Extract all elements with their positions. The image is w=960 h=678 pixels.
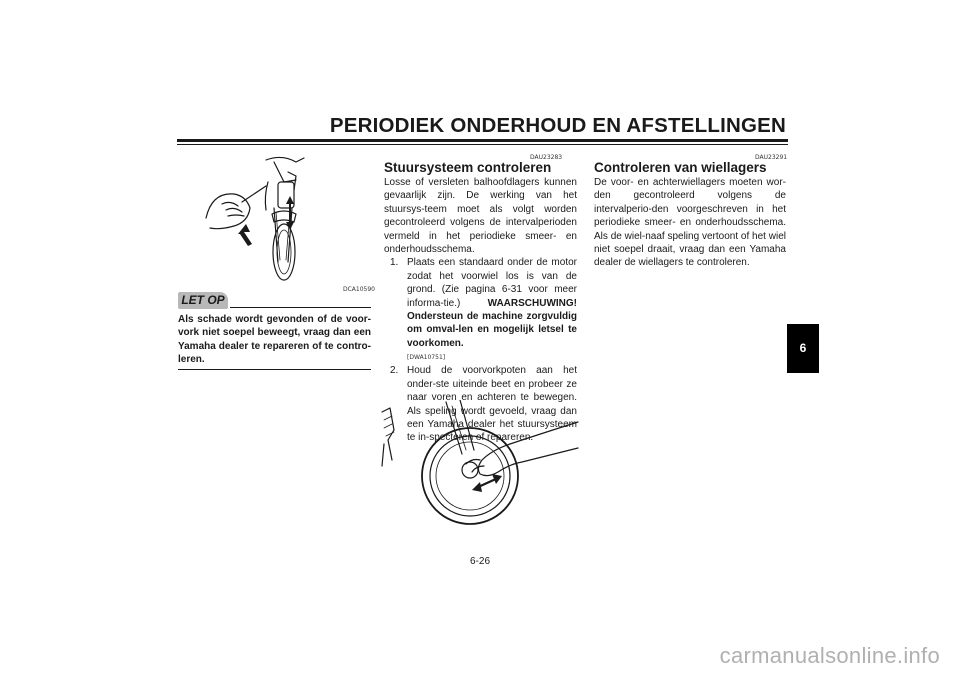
caution-bottom-rule — [178, 369, 371, 370]
chapter-tab: 6 — [787, 324, 819, 373]
steering-intro: Losse of versleten balhoofdlagers kunnen gevaarlijk zijn. De werking van het stuursys-teem moet als volgt worden gecontroleerd volgens de intervalperioden vermeld in het periodieke smeer- en onderhoudsschema. — [384, 177, 577, 256]
page-header-title: PERIODIEK ONDERHOUD EN AFSTELLINGEN — [329, 114, 786, 137]
figure-code: DCA10590 — [343, 286, 376, 293]
caution-label: LET OP — [178, 292, 228, 309]
section-code-wheel-bearings: DAU23291 — [755, 154, 788, 161]
steering-step-1 — [390, 256, 577, 350]
caution-rule — [230, 307, 371, 308]
step-number: 1. — [390, 257, 399, 269]
fork-illustration — [204, 152, 334, 284]
warning-code: [DWA10751] — [407, 354, 446, 362]
wheel-bearings-text: De voor- en achterwiellagers moeten wor-den gecontroleerd volgens de intervalperio-den voorgeschreven in het periodieke smeer- en onderhoudsschema. Als de wiel-naaf speling vertoont of het wiel niet soepel draait, vraag dan een Yamaha dealer de wiellagers te controleren. — [594, 177, 786, 269]
header-rule-thin — [177, 144, 788, 145]
step-1-warning: WAARSCHUWING! Ondersteun de machine zorgvuldig om omval-len en mogelijk letsel te voorkomen. — [407, 297, 577, 349]
page-number: 6-26 — [469, 556, 490, 567]
section-code-steering: DAU23283 — [530, 154, 563, 161]
watermark: carmanualsonline.info — [719, 643, 940, 668]
caution-text: Als schade wordt gevonden of de voor-vork niet soepel beweegt, vraag dan een Yamaha dealer te repareren of te contro-leren. — [178, 314, 371, 366]
section-title-wheel-bearings: Controleren van wiellagers — [594, 160, 767, 175]
step-2-text: Houd de voorvorkpoten aan het onder-ste uiteinde beet en probeer ze naar voren en achteren te bewegen. Als speling wordt gevoeld, vraag dan een Yamaha dealer het stuursysteem te in-specteren of repareren. — [407, 365, 577, 444]
step-1-text: Plaats een standaard onder de motor zodat het voorwiel los is van de grond. (Zie pagina 6-31 voor meer informa-tie.) — [407, 257, 577, 309]
step-number: 2. — [390, 365, 399, 377]
section-title-steering: Stuursysteem controleren — [384, 160, 552, 175]
header-rule — [177, 139, 788, 142]
wheel-illustration — [380, 400, 580, 526]
